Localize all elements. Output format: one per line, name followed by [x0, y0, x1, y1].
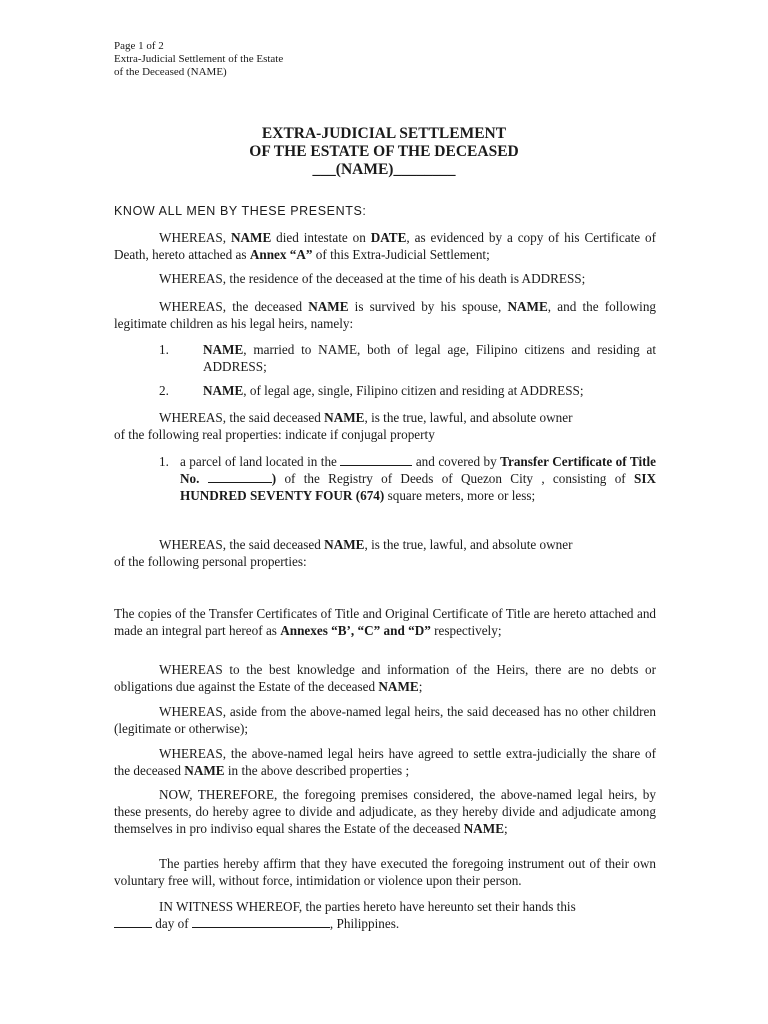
blank-line [114, 916, 152, 928]
paragraph-no-debts: WHEREAS to the best knowledge and information of the Heirs, there are no debts or obligations due against the Estate of the deceased NAME; [114, 662, 656, 694]
paragraph-witness: IN WITNESS WHEREOF, the parties hereto have hereunto set their hands this day of , Philippines. [114, 898, 656, 932]
blank-line [192, 916, 330, 928]
title-line3: ___(NAME)________ [312, 161, 456, 178]
paragraph-copies: The copies of the Transfer Certificates of Title and Original Certificate of Title are hereto attached and made an integral part hereof as Annexes “B’, “C” and “D” respectively; [114, 606, 656, 638]
name-placeholder: NAME [230, 230, 272, 245]
heir-item: NAME, of legal age, single, Filipino citizen and residing at ADDRESS; [203, 383, 584, 398]
date-placeholder: DATE [370, 230, 407, 245]
page-header [114, 40, 283, 79]
paragraph-real-properties: WHEREAS, the said deceased NAME, is the true, lawful, and absolute owner of the following real properties: indicate if conjugal property [114, 410, 573, 442]
paragraph-residence: WHEREAS, the residence of the deceased at the time of his death is ADDRESS; [159, 271, 586, 286]
heir-number: 1. [159, 342, 169, 357]
paragraph-affirm: The parties hereby affirm that they have executed the foregoing instrument out of their own voluntary free will, without force, intimidation or violence upon their person. [114, 856, 656, 888]
paragraph-agreed: WHEREAS, the above-named legal heirs have agreed to settle extra-judicially the share of the deceased NAME in the above described properties ; [114, 746, 656, 778]
paragraph-personal-properties: WHEREAS, the said deceased NAME, is the true, lawful, and absolute owner of the following personal properties: [114, 537, 573, 569]
property-number: 1. [159, 454, 169, 469]
intro-line: KNOW ALL MEN BY THESE PRESENTS: [114, 204, 367, 218]
header-title-line1: Extra-Judicial Settlement of the Estate [114, 53, 284, 65]
heir-number: 2. [159, 383, 169, 398]
blank-line [340, 454, 412, 466]
document-title [0, 125, 768, 179]
title-line1: EXTRA-JUDICIAL SETTLEMENT [261, 125, 507, 142]
heir-item: NAME, married to NAME, both of legal age, Filipino citizens and residing at ADDRESS; [203, 342, 656, 374]
header-title-line2: of the Deceased (NAME) [114, 66, 227, 78]
blank-line [208, 471, 272, 483]
paragraph-no-other-children: WHEREAS, aside from the above-named legal heirs, the said deceased has no other children (legitimate or otherwise); [114, 704, 656, 736]
page-number: Page 1 of 2 [114, 40, 164, 52]
paragraph-death: WHEREAS, NAME died intestate on DATE, as evidenced by a copy of his Certificate of Death, hereto attached as Annex “A” of this Extra-Judicial Settlement; [114, 230, 656, 262]
annex-a: Annex “A” [249, 247, 313, 262]
property-item: a parcel of land located in the and covered by Transfer Certificate of Title No. ) of the Registry of Deeds of Quezon City , consisting of SIX HUNDRED SEVENTY FOUR (674) square meters, more or less; [180, 454, 657, 503]
paragraph-survived: WHEREAS, the deceased NAME is survived by his spouse, NAME, and the following legitimate children as his legal heirs, namely: [114, 299, 656, 331]
title-line2: OF THE ESTATE OF THE DECEASED [249, 143, 519, 160]
paragraph-now-therefore: NOW, THEREFORE, the foregoing premises considered, the above-named legal heirs, by these presents, do hereby agree to divide and adjudicate, as they hereby divide and adjudicate among themselves in pro indiviso equal shares the Estate of the deceased NAME; [114, 787, 656, 836]
